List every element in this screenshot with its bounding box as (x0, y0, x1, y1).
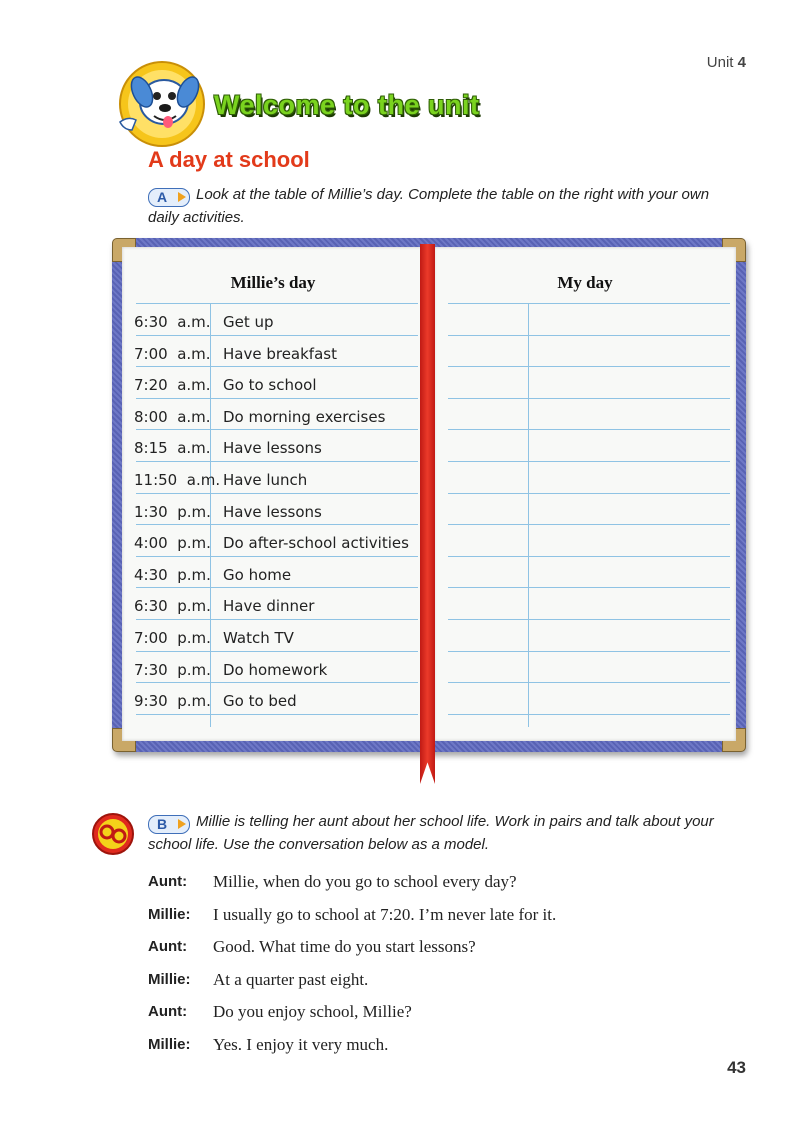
utterance: I usually go to school at 7:20. I’m never late for it. (213, 904, 557, 924)
schedule-time: 6:30 a.m. (134, 313, 211, 331)
unit-title: Welcome to the unit (214, 90, 480, 120)
ruled-line (136, 366, 418, 367)
schedule-row (122, 682, 424, 713)
schedule-activity: Have lunch (223, 471, 308, 489)
schedule-activity: Go to school (223, 376, 317, 395)
schedule-row (122, 366, 424, 397)
schedule-activity: Do morning exercises (223, 407, 386, 426)
schedule-time: 8:00 a.m. (134, 407, 211, 426)
ruled-line (136, 556, 418, 557)
speaker: Millie: (148, 905, 191, 923)
schedule-row (122, 619, 424, 650)
ruled-line (136, 714, 418, 715)
millies-day-title: Millie’s day (230, 273, 316, 292)
schedule-activity: Go home (223, 565, 292, 584)
blank-ruled-line (448, 524, 730, 525)
schedule-time: 8:15 a.m. (134, 439, 211, 458)
blank-ruled-line (448, 493, 730, 494)
section-title: A day at school (148, 147, 310, 172)
my-day-title: My day (557, 273, 613, 292)
schedule-activity: Go to bed (223, 692, 297, 711)
part-b-text: Millie is telling her aunt about her school life. Work in pairs and talk about your school life. Use the conversation below as a model. (148, 813, 714, 853)
dialogue-line (148, 903, 748, 936)
page-number: 43 (727, 1058, 746, 1077)
schedule-time: 1:30 p.m. (134, 502, 211, 521)
utterance: At a quarter past eight. (213, 969, 369, 989)
blank-ruled-line (448, 587, 730, 588)
utterance: Do you enjoy school, Millie? (213, 1002, 412, 1021)
schedule-row (122, 556, 424, 587)
part-b-instruction (148, 811, 738, 855)
schedule-activity: Have lessons (223, 439, 322, 458)
schedule-activity: Do after-school activities (223, 534, 409, 553)
ruled-line (136, 524, 418, 525)
blank-ruled-line (448, 556, 730, 557)
dialogue-line (148, 870, 748, 903)
schedule-row (122, 524, 424, 555)
dialogue-line (148, 968, 748, 1001)
blank-ruled-line (448, 398, 730, 399)
schedule-activity: Get up (223, 313, 274, 331)
schedule-row (122, 461, 424, 492)
schedule-activity: Do homework (223, 660, 328, 679)
schedule-row (122, 398, 424, 429)
dialogue-line (148, 935, 748, 968)
ruled-line (136, 461, 418, 462)
schedule-time: 7:20 a.m. (134, 376, 211, 395)
schedule-activity: Watch TV (223, 629, 294, 647)
my-day-page (434, 247, 736, 741)
part-a-instruction (148, 184, 738, 228)
ruled-line (136, 303, 418, 304)
utterance: Yes. I enjoy it very much. (213, 1034, 389, 1054)
pair-talk-icon (91, 812, 135, 856)
ruled-line (136, 335, 418, 336)
millies-day-page (122, 247, 424, 741)
ruled-line (136, 619, 418, 620)
schedule-row (122, 651, 424, 682)
schedule-row (122, 587, 424, 618)
speaker: Aunt: (148, 938, 188, 955)
blank-ruled-line (448, 619, 730, 620)
schedule-row (122, 303, 424, 334)
ruled-line (136, 682, 418, 683)
schedule-time: 7:00 a.m. (134, 344, 211, 363)
schedule-activity: Have lessons (223, 502, 322, 521)
speaker: Millie: (148, 970, 191, 988)
schedule-row (122, 493, 424, 524)
ruled-line (136, 398, 418, 399)
schedule-time: 4:00 p.m. (134, 534, 211, 553)
blank-ruled-line (448, 461, 730, 462)
schedule-time: 7:30 p.m. (134, 660, 211, 679)
utterance: Millie, when do you go to school every day? (213, 872, 517, 891)
dog-mascot-icon (112, 58, 208, 150)
schedule-row (122, 429, 424, 460)
schedule-time: 6:30 p.m. (134, 597, 211, 616)
blank-ruled-line (448, 682, 730, 683)
schedule-time: 9:30 p.m. (134, 692, 211, 711)
ruled-line (136, 493, 418, 494)
blank-ruled-line (448, 429, 730, 430)
blank-ruled-line (448, 714, 730, 715)
schedule-activity: Have breakfast (223, 344, 337, 363)
dialogue (148, 870, 748, 1065)
schedule-time: 7:00 p.m. (134, 629, 211, 647)
unit-number: 4 (737, 54, 746, 71)
speaker: Aunt: (148, 1003, 188, 1020)
blank-ruled-line (448, 366, 730, 367)
blank-ruled-line (448, 335, 730, 336)
schedule-activity: Have dinner (223, 597, 315, 616)
schedule-time: 4:30 p.m. (134, 565, 211, 584)
unit-label (707, 54, 746, 71)
speaker: Aunt: (148, 873, 188, 890)
ruled-line (136, 651, 418, 652)
bookmark-ribbon (420, 244, 435, 784)
schedule-row (122, 335, 424, 366)
utterance: Good. What time do you start lessons? (213, 937, 476, 956)
part-b-badge: B (148, 815, 190, 834)
ruled-line (136, 587, 418, 588)
dialogue-line (148, 1000, 748, 1033)
schedule-time: 11:50 a.m. (134, 471, 221, 489)
dialogue-line (148, 1033, 748, 1066)
ruled-line (136, 429, 418, 430)
blank-ruled-line (448, 651, 730, 652)
speaker: Millie: (148, 1035, 191, 1053)
part-a-badge: A (148, 188, 190, 207)
unit-word: Unit (706, 54, 734, 71)
part-a-text: Look at the table of Millie’s day. Complete the table on the right with your own daily activities. (148, 186, 710, 226)
blank-ruled-line (448, 303, 730, 304)
